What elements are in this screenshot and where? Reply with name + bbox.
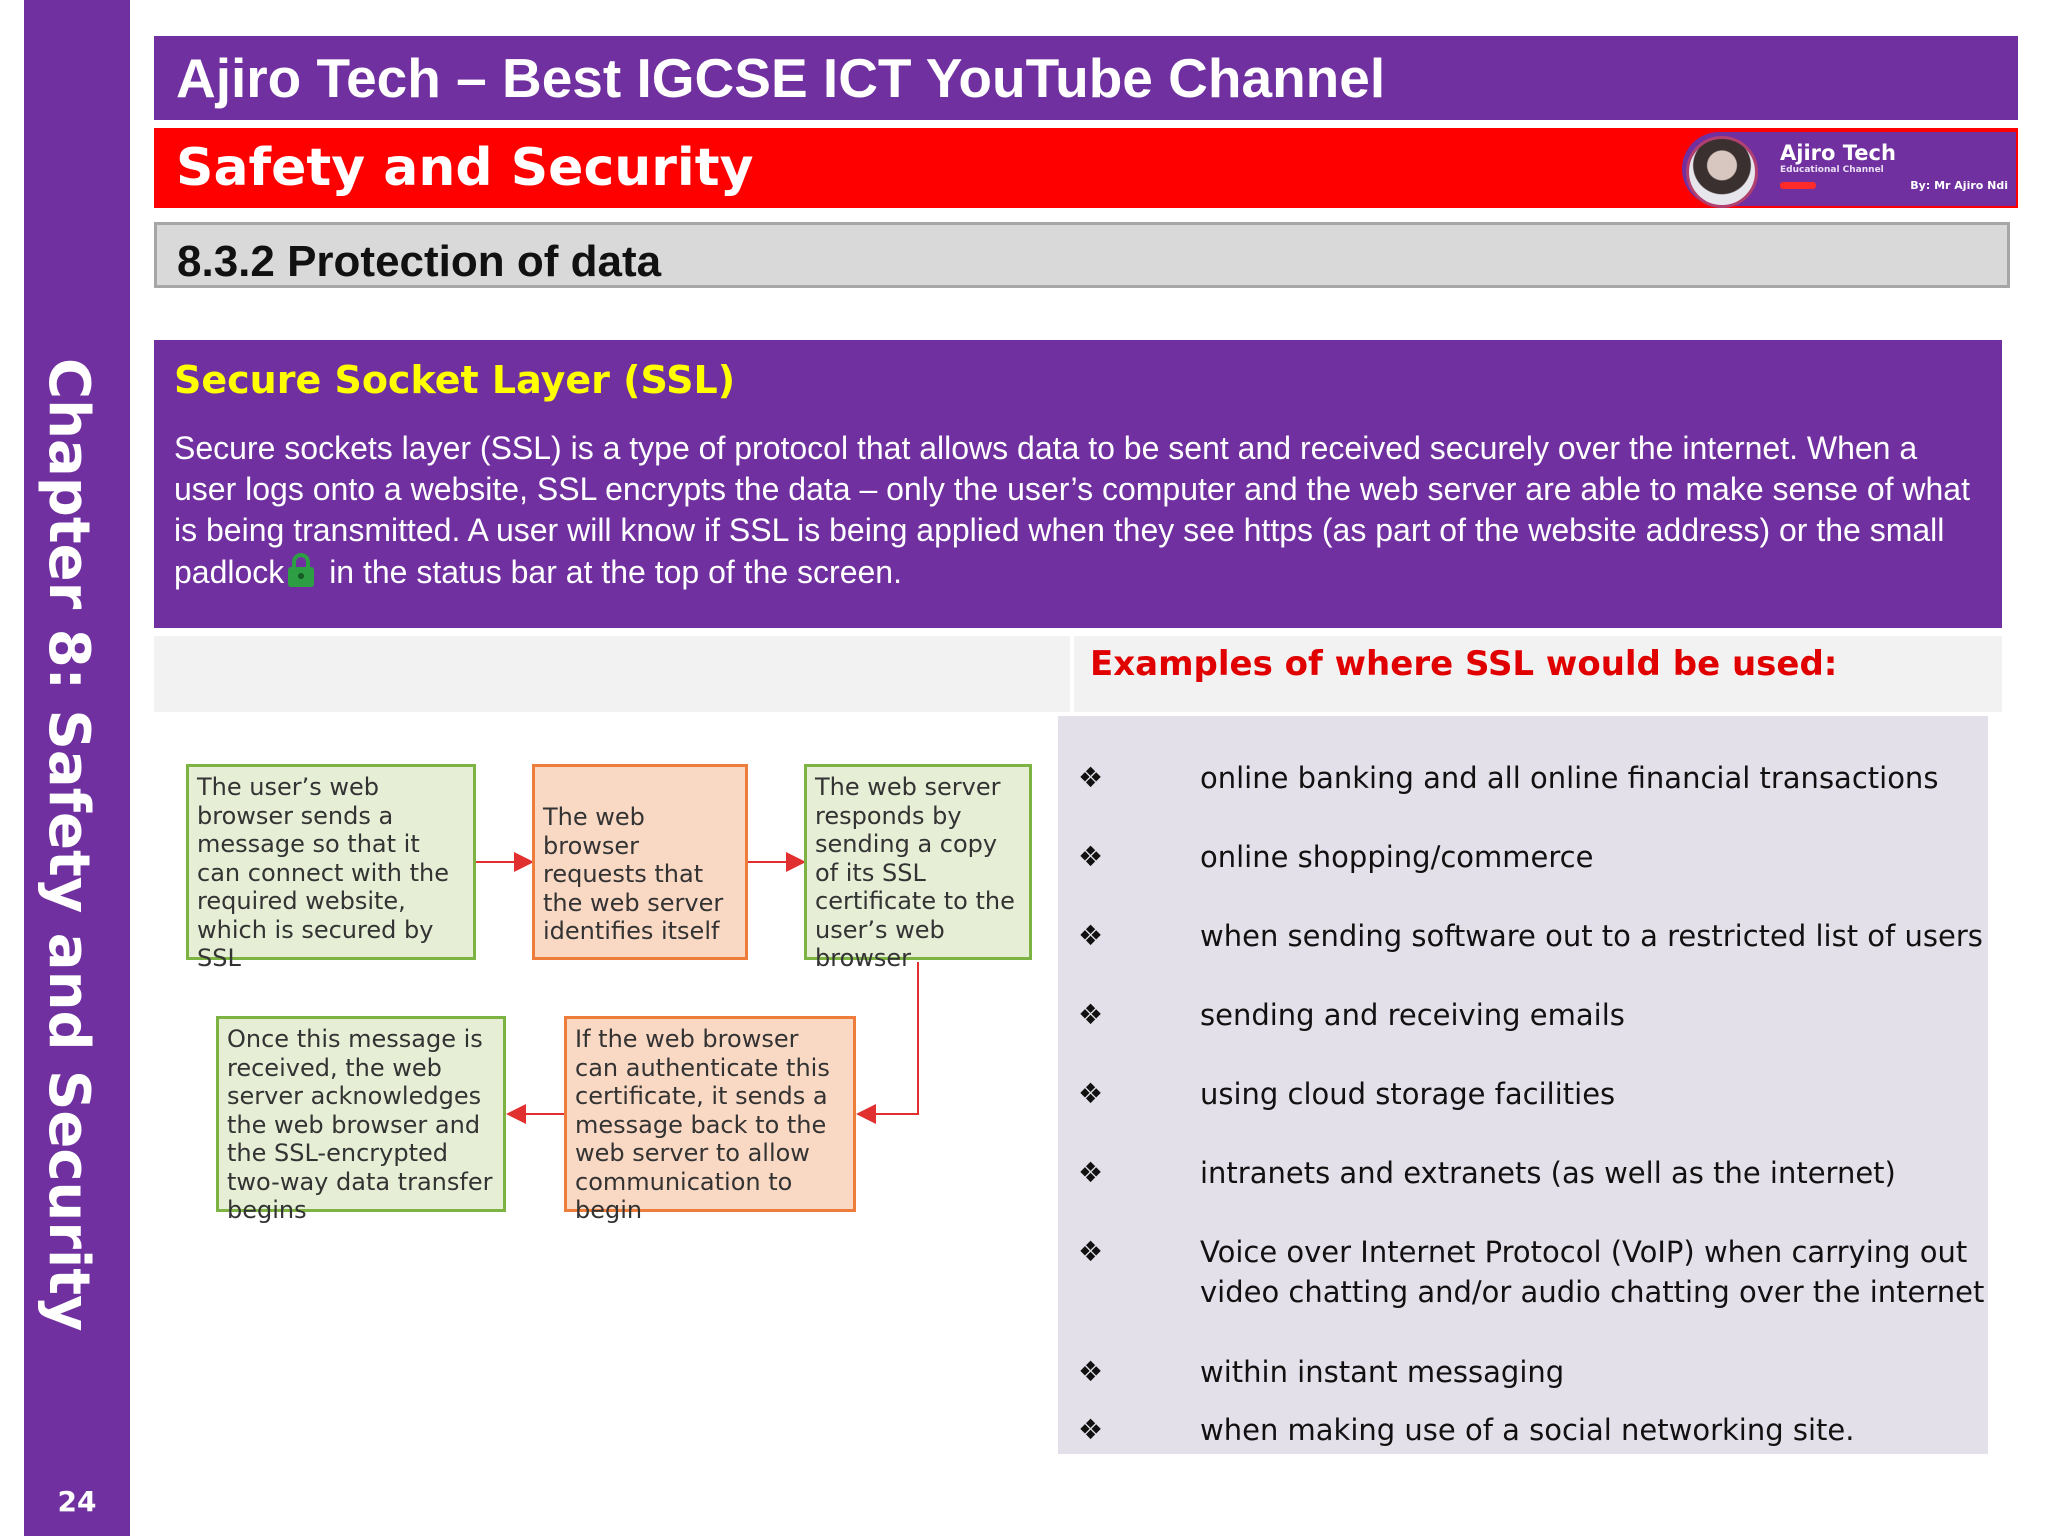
flow-step-4: If the web browser can authenticate this certificate, it sends a message back to the web server to allow communication to begin <box>564 1016 856 1212</box>
page-number: 24 <box>57 1485 97 1518</box>
arrow-step3-to-step4 <box>858 962 918 1114</box>
logo-subtitle: Educational Channel <box>1780 165 1884 175</box>
examples-panel <box>1058 716 1988 1454</box>
example-text: when sending software out to a restricted list of users <box>1200 919 1983 953</box>
logo-byline: By: Mr Ajiro Ndi <box>1910 179 2008 192</box>
example-text: online banking and all online financial transactions <box>1200 761 1939 795</box>
examples-heading: Examples of where SSL would be used: <box>1074 636 2002 712</box>
ssl-description-part2: in the status bar at the top of the screen. <box>320 554 902 590</box>
diamond-bullet-icon: ❖ <box>1078 840 1104 873</box>
ssl-heading: Secure Socket Layer (SSL) <box>174 358 736 402</box>
example-text: when making use of a social networking site. <box>1200 1413 1855 1447</box>
chapter-title: Chapter 8: Safety and Security <box>36 358 101 1332</box>
flow-step-3: The web server responds by sending a copy of its SSL certificate to the user’s web browser <box>804 764 1032 960</box>
diamond-bullet-icon: ❖ <box>1078 1413 1104 1446</box>
flow-step-1: The user’s web browser sends a message so that it can connect with the required website, which is secured by SSL <box>186 764 476 960</box>
diamond-bullet-icon: ❖ <box>1078 1077 1104 1110</box>
diamond-bullet-icon: ❖ <box>1078 998 1104 1031</box>
diamond-bullet-icon: ❖ <box>1078 761 1104 794</box>
diamond-bullet-icon: ❖ <box>1078 1355 1104 1388</box>
example-text: online shopping/commerce <box>1200 840 1594 874</box>
section-title: 8.3.2 Protection of data <box>154 222 2010 288</box>
example-text: within instant messaging <box>1200 1355 1565 1389</box>
channel-title-bar: Ajiro Tech – Best IGCSE ICT YouTube Channel <box>154 36 2018 120</box>
example-text: intranets and extranets (as well as the internet) <box>1200 1156 1896 1190</box>
logo-name: Ajiro Tech <box>1780 141 1896 165</box>
example-text: Voice over Internet Protocol (VoIP) when carrying out video chatting and/or audio chatting over the internet <box>1200 1235 1985 1309</box>
flow-step-5: Once this message is received, the web server acknowledges the web browser and the SSL-encrypted two-way data transfer begins <box>216 1016 506 1212</box>
example-text: using cloud storage facilities <box>1200 1077 1616 1111</box>
flow-step-2: The web browser requests that the web server identifies itself <box>532 764 748 960</box>
diamond-bullet-icon: ❖ <box>1078 919 1104 952</box>
diamond-bullet-icon: ❖ <box>1078 1235 1104 1268</box>
diamond-bullet-icon: ❖ <box>1078 1156 1104 1189</box>
topic-title: Safety and Security <box>176 138 754 198</box>
ssl-description-part1: Secure sockets layer (SSL) is a type of protocol that allows data to be sent and received securely over the internet. When a user logs onto a website, SSL encrypts the data – only the user’s computer and the web server are able to make sense of what is being transmitted. A user will know if SSL is being applied when they see https (as part of the website address) or the small padlock <box>174 430 1970 590</box>
example-text: sending and receiving emails <box>1200 998 1625 1032</box>
